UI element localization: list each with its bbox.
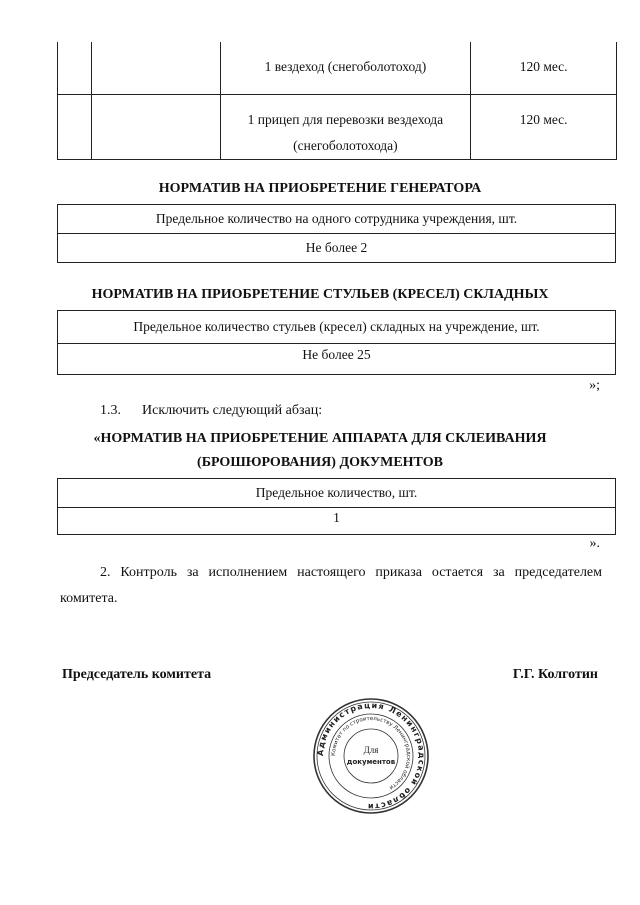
vehicle-norms-table [57,42,617,160]
chairs-closing-quote: »; [589,378,600,393]
item-1-3 [100,398,322,424]
table-row [58,42,617,94]
table-value-cell: Не более 2 [58,234,616,263]
table-cell-period: 120 мес. [471,94,617,159]
table-row [58,205,616,234]
generator-table [57,204,616,263]
item-number: 1.3. [100,403,121,418]
table-header-cell: Предельное количество, шт. [58,479,616,508]
table-row [58,344,616,375]
table-cell-number [58,42,92,94]
table-row [58,479,616,508]
table-cell-number [58,94,92,159]
table-cell-position [91,94,220,159]
table-cell-position [91,42,220,94]
binding-closing-quote: ». [589,536,600,551]
table-value-cell: 1 [58,508,616,535]
stamp-outer-text: Администрация Ленинградской области [315,700,427,812]
binding-heading-line1: «НОРМАТИВ НА ПРИОБРЕТЕНИЕ АППАРАТА ДЛЯ СКЛЕИВАНИЯ [93,431,547,446]
table-header-cell: Предельное количество на одного сотрудника учреждения, шт. [58,205,616,234]
stamp-center-line2: документов [346,758,396,766]
table-row [58,234,616,263]
item-2-paragraph: 2. Контроль за исполнением настоящего приказа остается за председателем комитета. [60,565,602,606]
table-row [58,311,616,344]
table-row [58,94,617,159]
table-cell-item: 1 прицеп для перевозки вездехода (снегоболотохода) [220,94,471,159]
table-row [58,508,616,535]
signature-position: Председатель комитета [62,667,212,682]
table-cell-item: 1 вездеход (снегоболотоход) [220,42,471,94]
official-stamp [312,697,430,815]
table-header-cell: Предельное количество стульев (кресел) складных на учреждение, шт. [58,311,616,344]
table-value-cell: Не более 25 [58,344,616,375]
binding-heading-line2: (БРОШЮРОВАНИЯ) ДОКУМЕНТОВ [197,455,443,470]
signature-name: Г.Г. Колготин [512,667,598,682]
binding-table [57,478,616,535]
stamp-inner-text: Комитет по строительству Ленинградской области [330,715,412,791]
generator-heading: НОРМАТИВ НА ПРИОБРЕТЕНИЕ ГЕНЕРАТОРА [158,181,482,196]
table-cell-period: 120 мес. [471,42,617,94]
chairs-heading: НОРМАТИВ НА ПРИОБРЕТЕНИЕ СТУЛЬЕВ (КРЕСЕЛ) СКЛАДНЫХ [91,287,549,302]
chairs-table [57,310,616,375]
item-text: Исключить следующий абзац: [142,403,323,418]
binding-heading [0,427,640,475]
stamp-center-line1: Для [363,745,379,755]
